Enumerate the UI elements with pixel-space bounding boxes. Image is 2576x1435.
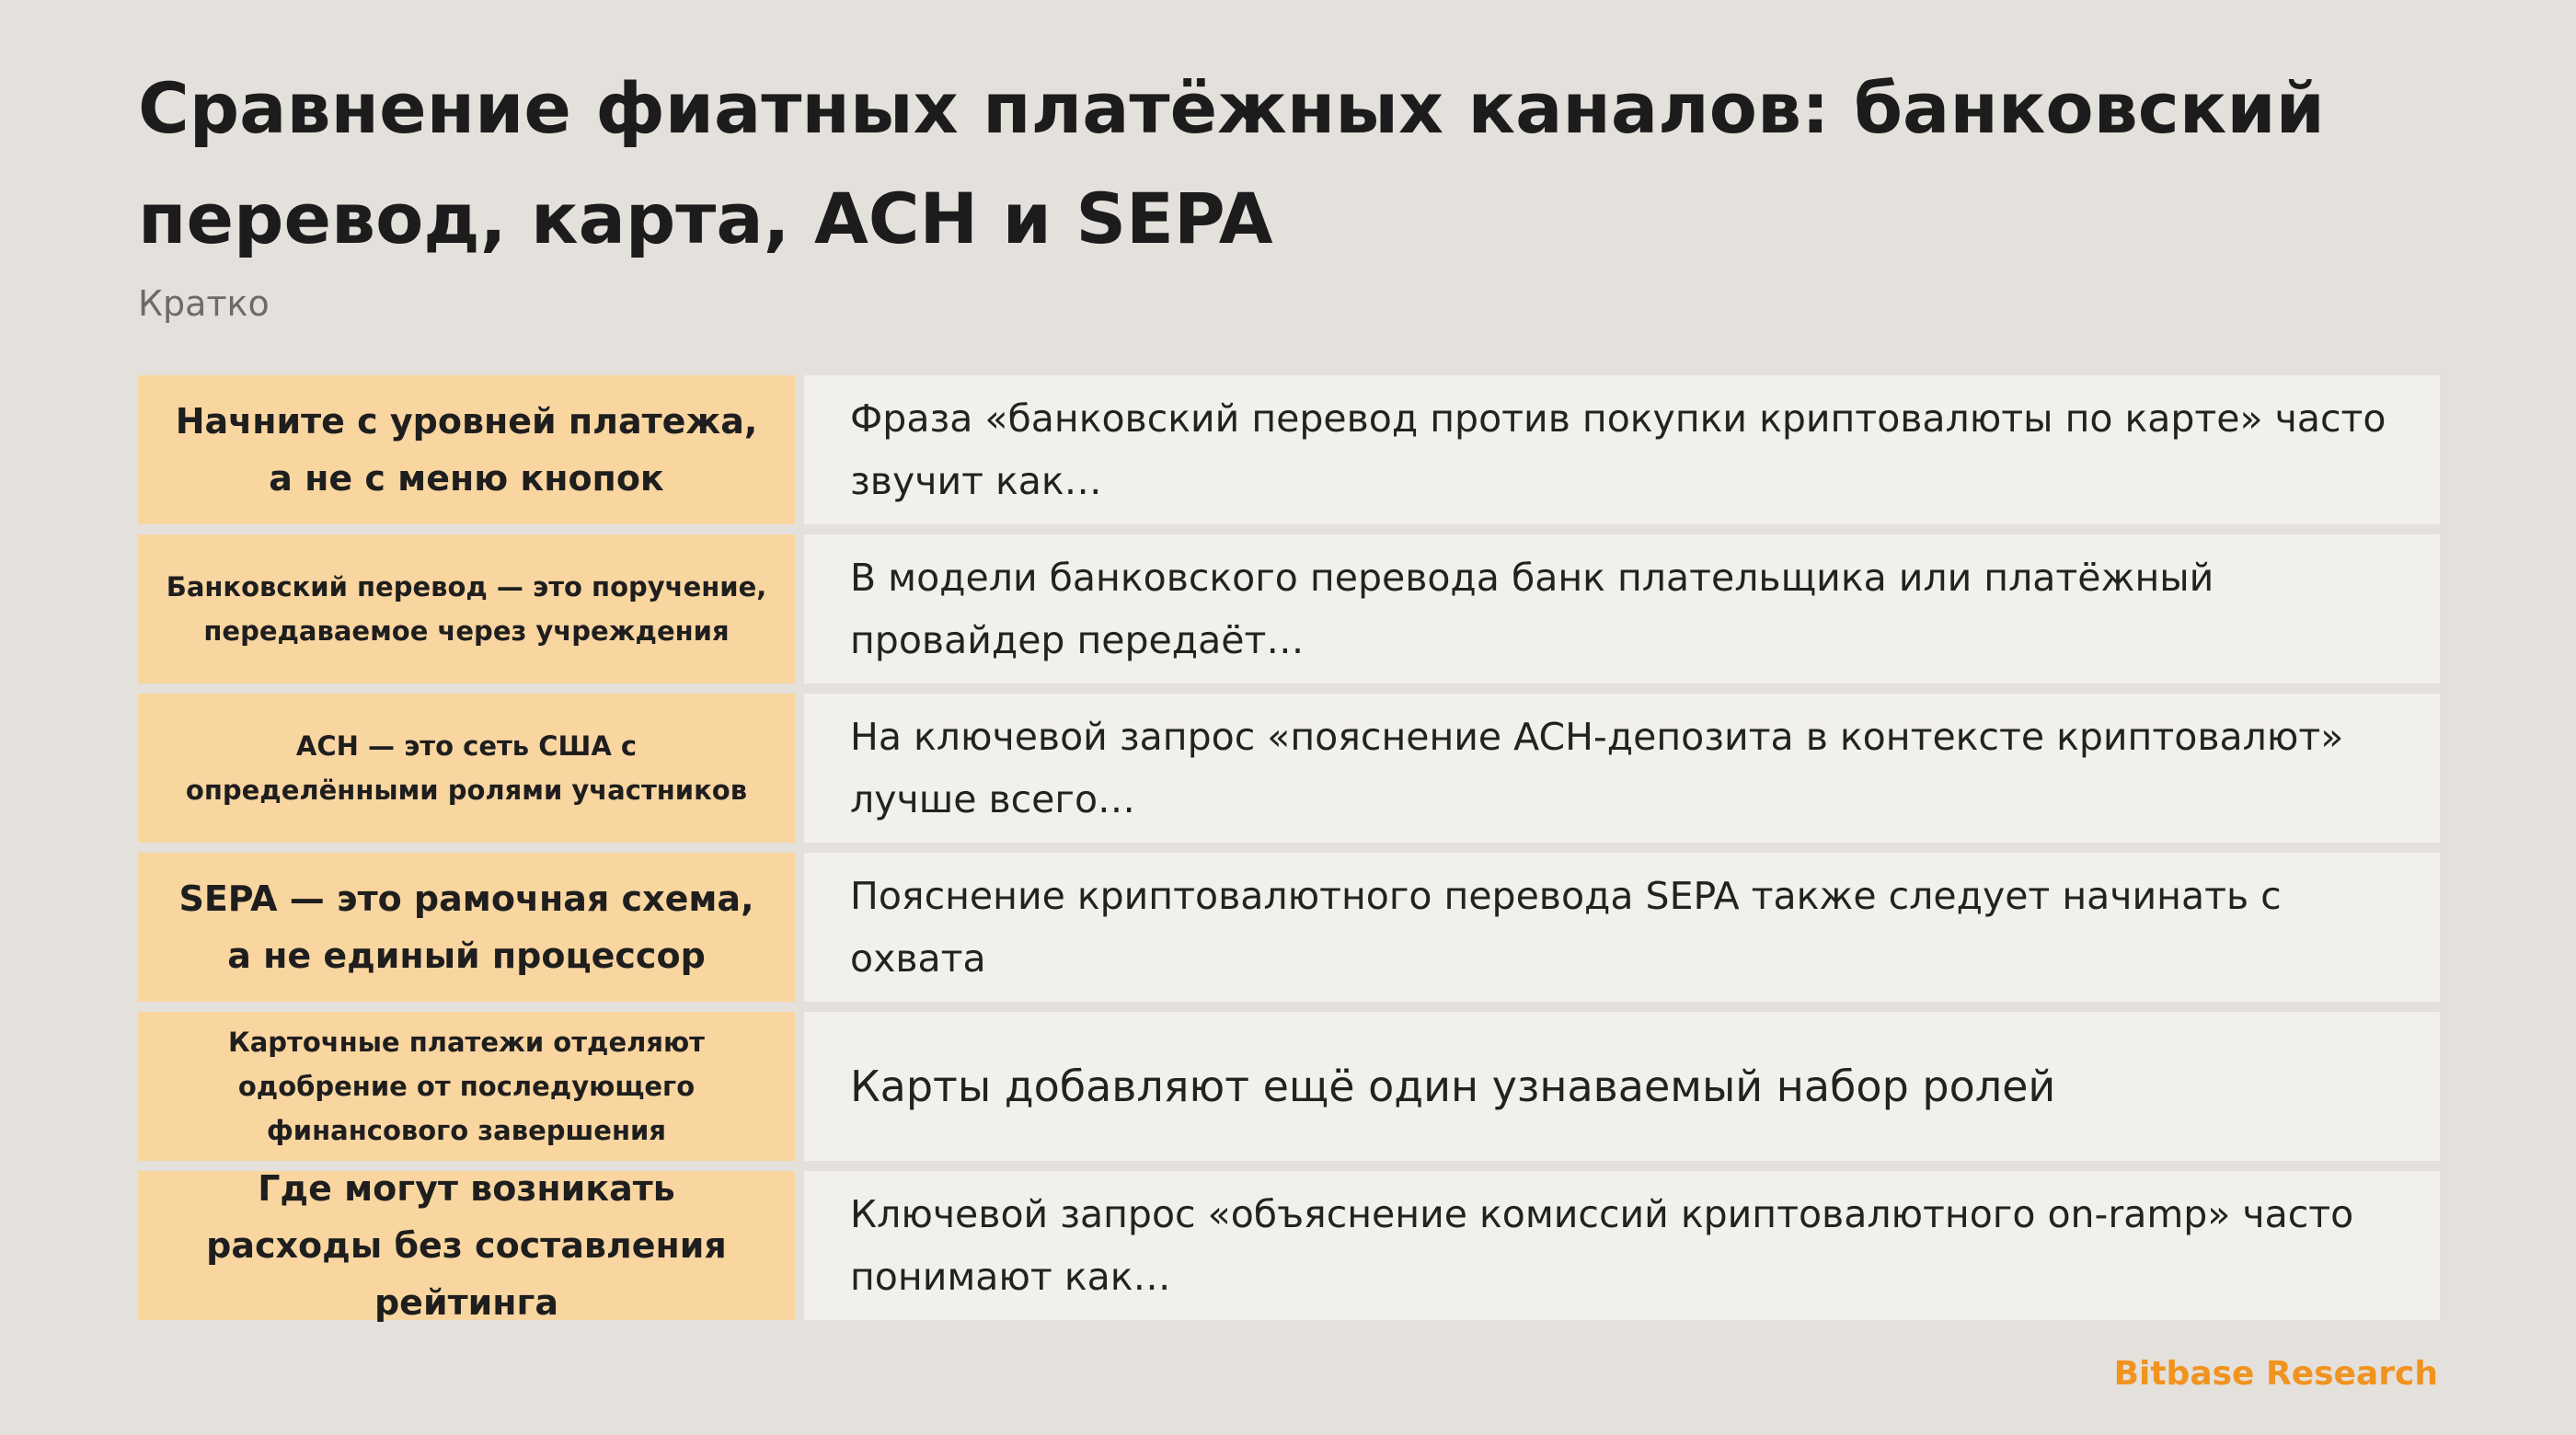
row-text: Пояснение криптовалютного перевода SEPA также следует начинать с охвата: [804, 853, 2440, 1002]
table-row: [138, 1168, 2440, 1323]
row-label: Начните с уровней платежа, а не с меню кнопок: [138, 375, 795, 524]
table-row: [138, 375, 2440, 524]
row-label: ACH — это сеть США с определёнными ролями участников: [138, 694, 795, 843]
table-row: [138, 534, 2440, 683]
row-label: SEPA — это рамочная схема, а не единый процессор: [138, 853, 795, 1002]
row-label: Где могут возникать расходы без составления рейтинга: [138, 1171, 795, 1320]
table-row: [138, 853, 2440, 1002]
row-text: Ключевой запрос «объяснение комиссий криптовалютного on-ramp» часто понимают как…: [804, 1171, 2440, 1320]
row-label: Карточные платежи отделяют одобрение от последующего финансового завершения: [138, 1012, 795, 1161]
row-text: На ключевой запрос «пояснение ACH-депозита в контексте криптовалют» лучше всего…: [804, 694, 2440, 843]
comparison-table: [138, 375, 2440, 1323]
row-text: В модели банковского перевода банк плательщика или платёжный провайдер передаёт…: [804, 534, 2440, 683]
page-subtitle: Кратко: [138, 283, 270, 324]
row-label: Банковский перевод — это поручение, передаваемое через учреждения: [138, 534, 795, 683]
row-text: Карты добавляют ещё один узнаваемый набор ролей: [804, 1012, 2440, 1161]
table-row: [138, 694, 2440, 843]
page-title: Сравнение фиатных платёжных каналов: банковский перевод, карта, ACH и SEPA: [138, 67, 2325, 259]
table-row: [138, 1012, 2440, 1161]
brand-logo-text: Bitbase Research: [2113, 1355, 2438, 1393]
row-text: Фраза «банковский перевод против покупки криптовалюты по карте» часто звучит как…: [804, 375, 2440, 524]
